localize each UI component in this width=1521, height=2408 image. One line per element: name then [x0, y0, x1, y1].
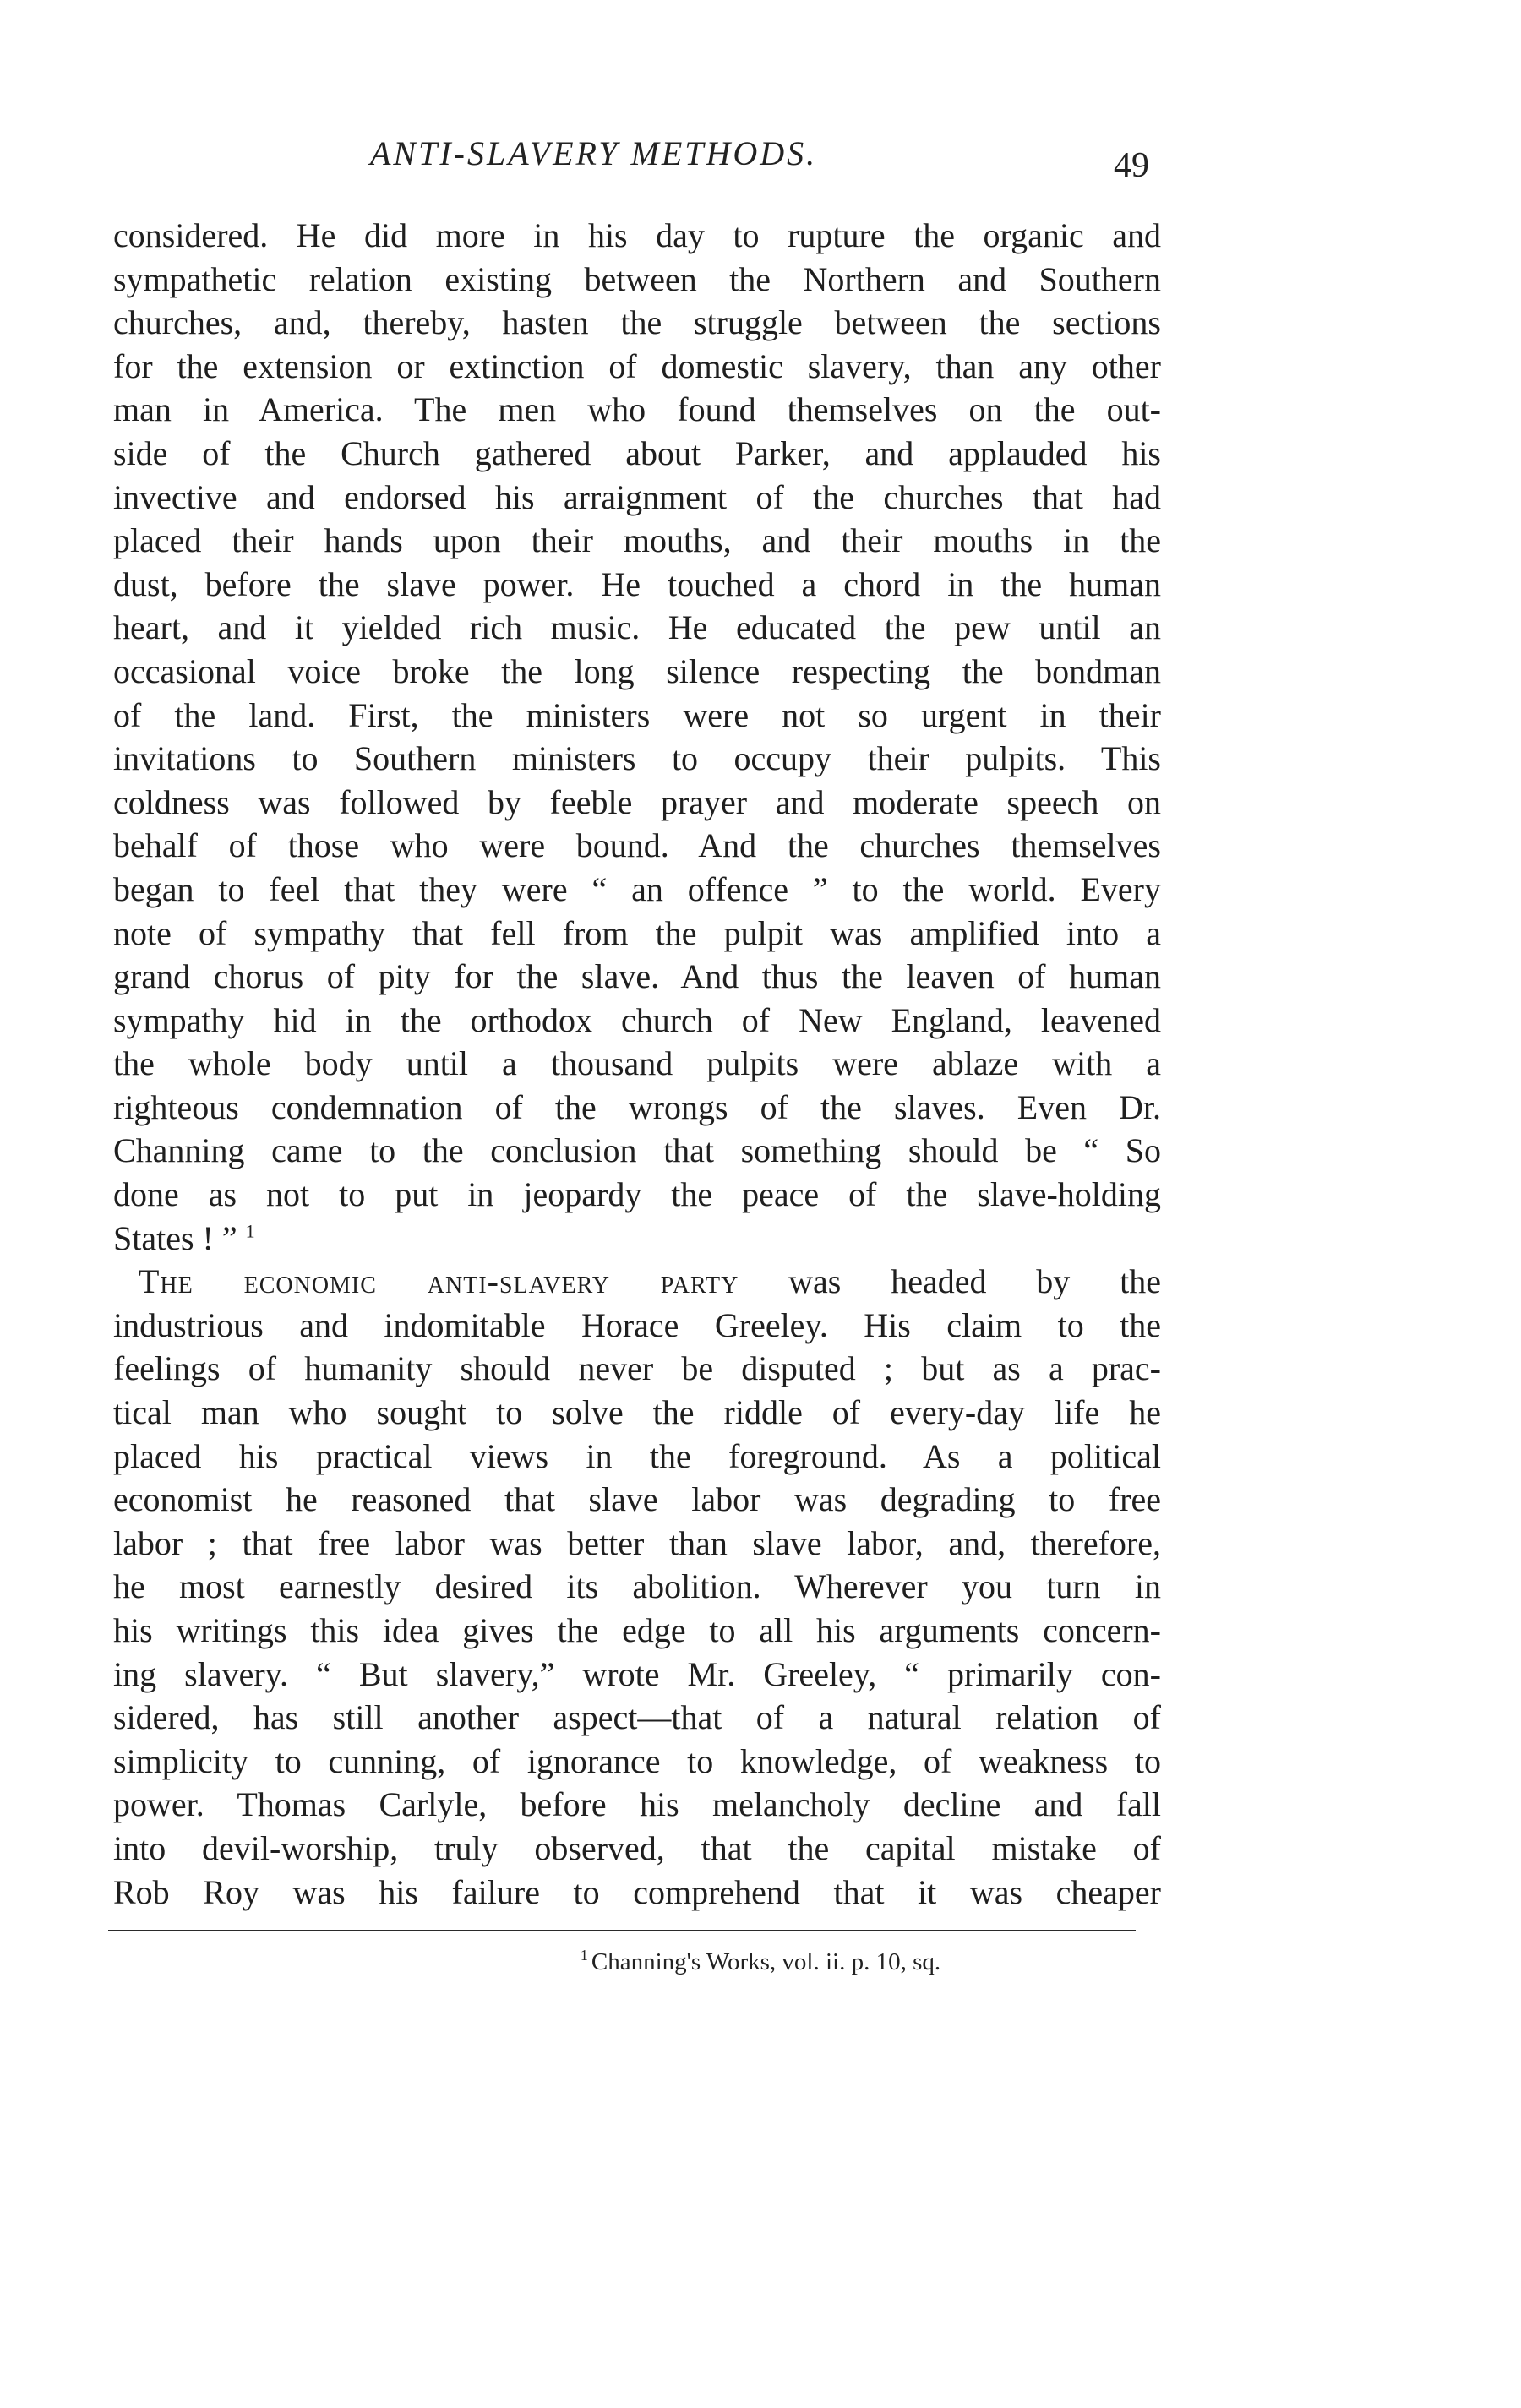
footnote-divider	[108, 1930, 1136, 1931]
text-line: placed his practical views in the foreground. As a political	[113, 1436, 1161, 1475]
text-line: churches, and, thereby, hasten the struggle between the sections	[113, 303, 1161, 342]
text-line: heart, and it yielded rich music. He educated the pew until an	[113, 608, 1161, 647]
text-line: invective and endorsed his arraignment of the churches that had	[113, 477, 1161, 516]
text-line: behalf of those who were bound. And the churches themselves	[113, 826, 1161, 865]
text-line	[113, 1217, 1161, 1261]
lead-rest: was headed by the	[739, 1262, 1161, 1301]
text-line: sidered, has still another aspect—that of a natural relation of	[113, 1698, 1161, 1737]
text-line: he most earnestly desired its abolition. Wherever you turn in	[113, 1567, 1161, 1606]
text-line: done as not to put in jeopardy the peace of the slave-holding	[113, 1175, 1161, 1214]
text-line: his writings this idea gives the edge to all his arguments concern-	[113, 1611, 1161, 1649]
text-line: invitations to Southern ministers to occupy their pulpits. This	[113, 739, 1161, 778]
text-line: occasional voice broke the long silence respecting the bondman	[113, 651, 1161, 690]
text-line: power. Thomas Carlyle, before his melancholy decline and fall	[113, 1785, 1161, 1824]
running-title: ANTI-SLAVERY METHODS.	[370, 134, 818, 172]
text-line: dust, before the slave power. He touched a chord in the human	[113, 564, 1161, 603]
body-text	[113, 214, 1161, 1914]
text-line: Rob Roy was his failure to comprehend that it was cheaper	[113, 1872, 1161, 1911]
text-line: the whole body until a thousand pulpits were ablaze with a	[113, 1044, 1161, 1083]
smallcaps-lead: The economic anti-slavery party	[139, 1262, 739, 1301]
text-line: side of the Church gathered about Parker, and applauded his	[113, 433, 1161, 472]
text-line-content: States ! ”	[113, 1218, 237, 1257]
text-line: feelings of humanity should never be disputed ; but as a prac-	[113, 1349, 1161, 1388]
text-line: sympathy hid in the orthodox church of New England, leavened	[113, 1000, 1161, 1039]
footnote-mark: 1	[580, 1947, 588, 1964]
text-line: into devil-worship, truly observed, that the capital mistake of	[113, 1828, 1161, 1867]
text-line: sympathetic relation existing between the Northern and Southern	[113, 259, 1161, 298]
text-line: began to feel that they were “ an offence ” to the world. Every	[113, 869, 1161, 908]
text-line: for the extension or extinction of domestic slavery, than any other	[113, 346, 1161, 385]
text-line: industrious and indomitable Horace Greeley. His claim to the	[113, 1305, 1161, 1344]
text-line: Channing came to the conclusion that something should be “ So	[113, 1131, 1161, 1170]
footnote-text: Channing's Works, vol. ii. p. 10, sq.	[591, 1948, 941, 1975]
footnote	[0, 1948, 1521, 1976]
page-number: 49	[1114, 146, 1149, 185]
text-line: considered. He did more in his day to rupture the organic and	[113, 216, 1161, 254]
text-line: coldness was followed by feeble prayer and moderate speech on	[113, 782, 1161, 821]
text-line: economist he reasoned that slave labor was degrading to free	[113, 1480, 1161, 1519]
text-line: grand chorus of pity for the slave. And thus the leaven of human	[113, 957, 1161, 996]
text-line: placed their hands upon their mouths, and their mouths in the	[113, 521, 1161, 560]
text-line: labor ; that free labor was better than slave labor, and, therefore,	[113, 1523, 1161, 1562]
text-line: man in America. The men who found themselves on the out-	[113, 390, 1161, 429]
text-line: righteous condemnation of the wrongs of the slaves. Even Dr.	[113, 1087, 1161, 1126]
text-line: simplicity to cunning, of ignorance to knowledge, of weakness to	[113, 1741, 1161, 1780]
text-line: note of sympathy that fell from the pulpit was amplified into a	[113, 913, 1161, 952]
text-line: tical man who sought to solve the riddle of every-day life he	[113, 1393, 1161, 1432]
text-line: ing slavery. “ But slavery,” wrote Mr. Greeley, “ primarily con-	[113, 1654, 1161, 1693]
footnote-reference: 1	[245, 1220, 255, 1242]
paragraph-opening-line	[113, 1260, 1161, 1304]
text-line: of the land. First, the ministers were not so urgent in their	[113, 695, 1161, 734]
